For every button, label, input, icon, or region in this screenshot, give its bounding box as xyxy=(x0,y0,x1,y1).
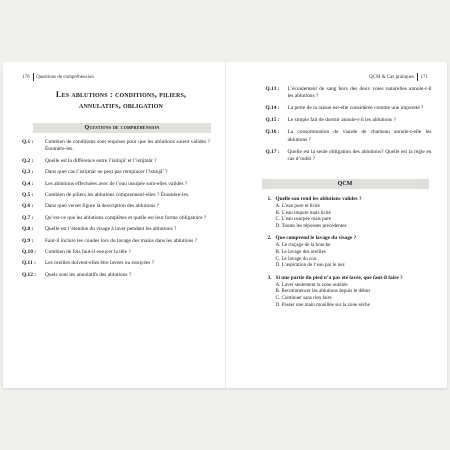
question-number: Q.6 : xyxy=(22,203,34,210)
question-list xyxy=(22,139,210,283)
qcm-option: A. Laver seulement la zone oubliée xyxy=(275,281,348,288)
question-item xyxy=(22,272,210,279)
question-number: Q.2 : xyxy=(22,157,34,164)
question-text: Faut-il inclure les coudes lors du lavage des mains dans les ablutions ? xyxy=(45,237,198,244)
question-item xyxy=(22,260,210,267)
question-list-continued xyxy=(266,86,432,168)
question-text: Les oreilles doivent-elles être lavées ou essuyées ? xyxy=(45,260,155,267)
qcm-question-text: Quelle eau rend les ablutions valides ? xyxy=(275,196,362,202)
qcm-option: C. Continuer sans rien faire xyxy=(275,294,332,301)
question-item xyxy=(22,215,210,222)
question-item xyxy=(22,238,210,245)
qcm-option: C. Le lavage du cou xyxy=(275,255,317,262)
page-number: 171 xyxy=(420,74,428,80)
left-page xyxy=(3,62,226,388)
qcm-question xyxy=(268,235,428,268)
qcm-option: A. L’eau pure et licite xyxy=(275,203,320,209)
question-item xyxy=(22,249,210,256)
qcm-list xyxy=(268,196,428,314)
question-number: Q.7 : xyxy=(22,214,34,221)
qcm-section-heading: QCM xyxy=(262,179,429,189)
chapter-title xyxy=(31,89,211,111)
qcm-question-line xyxy=(268,235,428,242)
qcm-question-text: Si une partie du pied n’a pas été lavée, que faut-il faire ? xyxy=(275,274,403,281)
qcm-option: B. Le lavage des oreilles xyxy=(275,248,326,255)
question-text: Dans quel verset figure la description des ablutions ? xyxy=(45,203,160,210)
question-number: Q.9 : xyxy=(22,237,34,244)
question-text: Combien de conditions sont requises pour que les ablutions soient valides ? Énumère-les. xyxy=(45,139,210,153)
question-text: Combien de fois faut-il essuyer la tête ? xyxy=(45,249,131,256)
qcm-question xyxy=(268,275,428,308)
running-head-title: Questions de compréhension xyxy=(36,74,94,80)
question-item xyxy=(22,192,210,199)
section-heading: Questions de compréhension xyxy=(33,123,211,133)
qcm-number: 3. xyxy=(267,274,272,281)
question-text: Dans quel cas l’istijmâr ne peut pas remplacer l’istinjâ’ ? xyxy=(45,169,168,176)
question-item xyxy=(22,226,210,233)
qcm-number: 1. xyxy=(267,196,272,202)
book-spread xyxy=(3,62,447,388)
question-number: Q.14 : xyxy=(265,105,280,112)
question-text: Quelle est l’étendue du visage à laver pendant les ablutions ? xyxy=(45,226,177,233)
question-number: Q.12 : xyxy=(22,271,37,278)
chapter-title-line-1: Les ablutions : conditions, piliers, xyxy=(55,89,187,99)
question-item xyxy=(266,149,432,164)
question-text: Quelle est la seule obligation des ablutions? Quelle est la règle en cas d’oubli ? xyxy=(287,148,432,163)
right-page xyxy=(226,62,448,388)
qcm-option: D. L’aspiration de l’eau par le nez xyxy=(275,262,345,269)
question-item xyxy=(22,169,210,176)
running-header-right xyxy=(369,73,428,81)
question-item xyxy=(22,139,210,154)
question-text: Le simple fait de dormir annule-t-il les ablutions ? xyxy=(287,117,396,124)
question-number: Q.16 : xyxy=(265,129,280,136)
running-header-left xyxy=(22,73,94,81)
question-text: L’écoulement de sang hors des deux voies naturelles annule-t-il les ablutions ? xyxy=(287,86,432,100)
question-number: Q.17 : xyxy=(265,148,280,155)
running-head-title: QCM & Cas pratiques xyxy=(369,74,414,80)
chapter-title-line-2: annulatifs, obligation xyxy=(79,100,163,110)
question-item xyxy=(266,105,432,112)
qcm-question-line xyxy=(268,275,428,282)
question-item xyxy=(22,181,210,188)
qcm-option: D. Toutes les réponses précédentes xyxy=(275,222,347,229)
qcm-option: C. L’eau usurpée mais pure xyxy=(275,216,332,223)
question-number: Q.4 : xyxy=(22,180,34,187)
question-number: Q.5 : xyxy=(22,192,34,199)
header-separator xyxy=(417,73,418,81)
header-separator xyxy=(33,73,34,81)
question-text: La consommation de viande de chameau annule-t-elle les ablutions ? xyxy=(287,129,432,143)
qcm-option: D. Passer une main mouillée sur la zone sèche xyxy=(275,301,370,308)
question-number: Q.1 : xyxy=(22,139,34,145)
qcm-number: 2. xyxy=(267,235,272,242)
question-text: Quels sont les annulatifs des ablutions ? xyxy=(45,271,132,278)
qcm-question-line xyxy=(268,196,428,203)
question-text: Les ablutions effectuées avec de l’eau usurpée sont-elles valides ? xyxy=(45,180,188,187)
qcm-question xyxy=(268,196,428,229)
page-number: 170 xyxy=(22,74,30,80)
question-item xyxy=(22,203,210,210)
question-text: Combien de piliers les ablutions comprennent-elles ? Énumère-les. xyxy=(45,192,190,199)
qcm-option: A. Le rinçage de la bouche xyxy=(275,242,331,249)
question-text: Qu’est-ce que les ablutions complètes et quelle est leur forme obligatoire ? xyxy=(45,214,207,221)
question-number: Q.15 : xyxy=(265,117,280,124)
question-item xyxy=(266,86,432,101)
question-number: Q.8 : xyxy=(22,226,34,233)
qcm-option: B. Recommencer les ablutions depuis le début xyxy=(275,288,370,295)
qcm-option: B. L’eau impure mais licite xyxy=(275,209,331,216)
question-text: Quelle est la différence entre l’istinjâ’ et l’istijmâr ? xyxy=(45,157,157,164)
qcm-question-text: Que comprend le lavage du visage ? xyxy=(275,235,357,242)
question-number: Q.11 : xyxy=(22,260,36,267)
question-item xyxy=(266,117,432,124)
question-number: Q.13 : xyxy=(265,86,280,92)
question-item xyxy=(22,158,210,165)
question-item xyxy=(266,129,432,144)
question-number: Q.3 : xyxy=(22,169,34,176)
question-number: Q.10 : xyxy=(22,249,37,256)
question-text: La perte de la raison est-elle considérée comme une impureté ? xyxy=(287,105,424,112)
